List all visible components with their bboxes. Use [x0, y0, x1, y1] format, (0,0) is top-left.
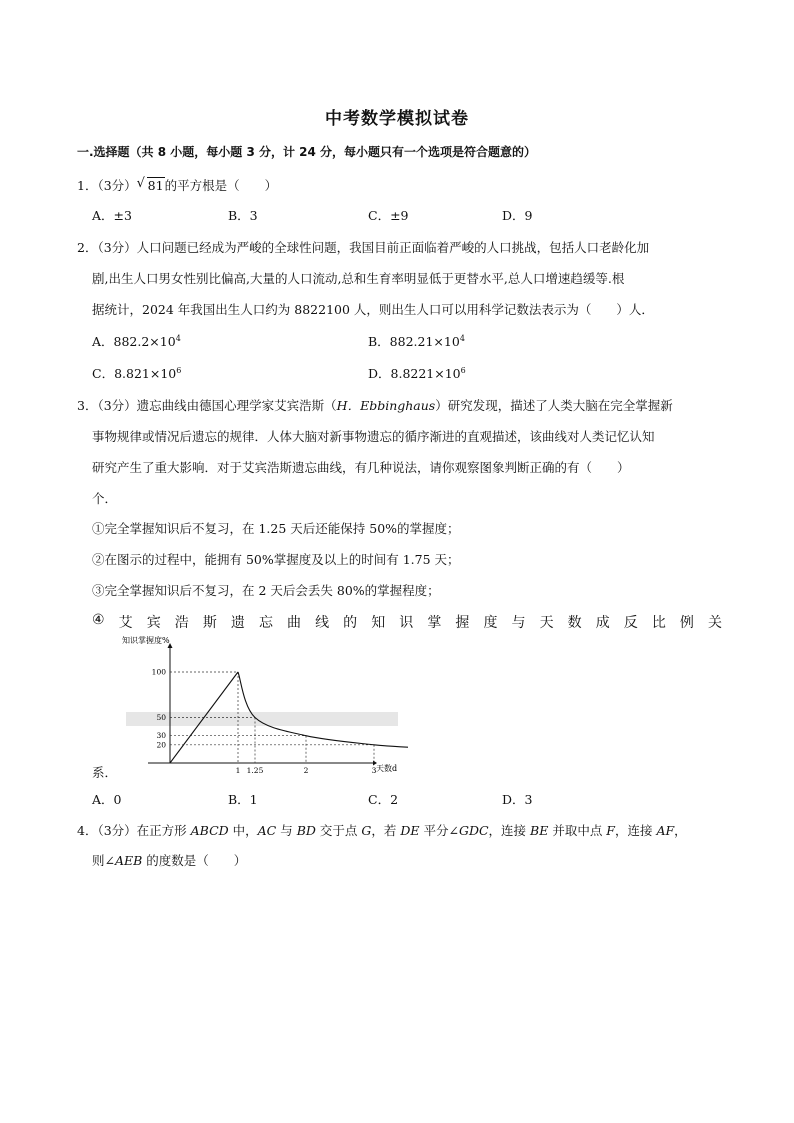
q1-option-b: B．3 [228, 208, 258, 223]
q3-option-d: D．3 [502, 792, 533, 807]
statement-4-char: 遗 [230, 615, 245, 631]
statement-4-char: 宾 [146, 615, 161, 631]
q2-option-c-exp: 6 [176, 366, 182, 375]
q2-option-d [368, 364, 466, 382]
q4-var-de: DE [400, 823, 420, 838]
q4-text-12: 的度数是（ ） [142, 853, 247, 868]
q2-option-d-base: D．8.8221×10 [368, 366, 461, 381]
q2-line-3: 据统计，2024 年我国出生人口约为 8822100 人，则出生人口可以用科学记数法表示为（ ）人． [92, 302, 654, 317]
x-tick-label: 1 [235, 766, 241, 775]
statement-4-char: 反 [623, 615, 638, 631]
x-tick-label: 3 [371, 766, 377, 775]
q3-option-b: B．1 [228, 792, 258, 807]
statement-4-char: 浩 [174, 615, 189, 631]
q2-option-b-base: B．882.21×10 [368, 334, 460, 349]
y-tick-label: 50 [156, 713, 166, 722]
q3-option-a: A．0 [92, 792, 122, 807]
radical-icon: √ [136, 176, 145, 191]
q4-text-11: 则∠ [92, 853, 115, 868]
page-title: 中考数学模拟试卷 [325, 109, 469, 129]
q4-text-7: ，连接 [488, 823, 531, 838]
q4-var-ac: AC [257, 823, 277, 838]
q3-line-1-a: 3．（3分）遗忘曲线由德国心理学家艾宾浩斯（ [77, 398, 337, 413]
q3-line-1-c: ）研究发现，描述了人类大脑在完全掌握新 [435, 398, 673, 413]
q4-text-6: 平分∠ [419, 823, 459, 838]
y-axis-label: 知识掌握度% [122, 636, 170, 645]
q4-var-bd: BD [296, 823, 316, 838]
q4-var-be: BE [530, 823, 549, 838]
statement-4-char: 艾 [118, 615, 133, 631]
q1-prefix: 1．（3分） [77, 178, 137, 193]
q3-line-1 [77, 396, 673, 414]
statement-4-char: 知 [371, 615, 386, 631]
q3-line-2: 事物规律或情况后遗忘的规律．人体大脑对新事物遗忘的循序渐进的直观描述，该曲线对人类记忆认知 [92, 429, 655, 444]
q2-line-2: 剧,出生人口男女性别比偏高,大量的人口流动,总和生育率明显低于更替水平,总人口增速趋缓等.根 [92, 271, 625, 286]
curve-decay-segment [238, 672, 408, 748]
statement-4-char: 成 [595, 615, 610, 631]
statement-4-char: 例 [679, 615, 694, 631]
q2-option-d-exp: 6 [460, 366, 466, 375]
q3-statement-3: ③完全掌握知识后不复习，在 2 天后会丢失 80%的掌握程度； [92, 583, 440, 598]
chart-shade-band [126, 712, 398, 726]
statement-4-char: 的 [343, 615, 358, 631]
q4-text-4: 交于点 [315, 823, 362, 838]
q4-line-1 [77, 821, 687, 839]
q3-statement-4-end: 系． [92, 765, 118, 780]
q1-option-a: A．±3 [92, 208, 132, 223]
q3-statement-1: ①完全掌握知识后不复习，在 1.25 天后还能保持 50%的掌握度； [92, 521, 460, 536]
q2-option-a-exp: 4 [175, 334, 181, 343]
q4-line-2 [92, 851, 246, 869]
statement-4-char: 斯 [202, 615, 217, 631]
statement-4-char: 比 [651, 615, 666, 631]
q2-option-c-base: C．8.821×10 [92, 366, 177, 381]
q1-option-c: C．±9 [368, 208, 409, 223]
statement-4-char: 掌 [427, 615, 442, 631]
question-1 [77, 176, 277, 194]
statement-4-char: 数 [567, 615, 582, 631]
y-tick-label: 20 [156, 740, 166, 750]
q4-var-f: F [606, 823, 615, 838]
x-tick-label: 2 [303, 766, 309, 775]
q4-text-2: 中， [228, 823, 258, 838]
x-axis-label: 天数d [376, 764, 398, 773]
q4-text-5: ，若 [371, 823, 401, 838]
sqrt-expression [137, 178, 165, 193]
x-tick-label: 1.25 [246, 766, 264, 775]
section-heading: 一.选择题（共 8 小题，每小题 3 分，计 24 分，每小题只有一个选项是符合题意的） [77, 145, 537, 159]
q4-text-9: ，连接 [614, 823, 657, 838]
q1-option-d: D．9 [502, 208, 533, 223]
statement-4-char: 线 [315, 615, 330, 631]
q4-text-8: 并取中点 [548, 823, 607, 838]
statement-4-char: 度 [483, 615, 498, 631]
statement-4-char: 握 [455, 615, 470, 631]
statement-4-char: 天 [539, 615, 554, 631]
forgetting-curve-chart [118, 632, 408, 780]
statement-4-char: 与 [511, 615, 526, 631]
y-tick-label: 30 [156, 731, 166, 741]
q3-statement-2: ②在图示的过程中，能拥有 50%掌握度及以上的时间有 1.75 天； [92, 552, 460, 567]
q2-option-a [92, 332, 181, 350]
q4-var-aeb: AEB [114, 853, 143, 868]
q2-option-b-exp: 4 [459, 334, 465, 343]
q4-text-3: 与 [276, 823, 297, 838]
q4-var-abcd: ABCD [190, 823, 229, 838]
statement-4-char: 曲 [287, 615, 301, 631]
q3-line-3: 研究产生了重大影响．对于艾宾浩斯遗忘曲线，有几种说法，请你观察图象判断正确的有（ ） [92, 460, 630, 475]
q1-suffix: 的平方根是（ ） [164, 178, 278, 193]
q3-option-c: C．2 [368, 792, 399, 807]
q4-var-af: AF [656, 823, 675, 838]
y-tick-label: 100 [151, 667, 166, 677]
q4-text-1: 4．（3分）在正方形 [77, 823, 191, 838]
q2-option-b [368, 332, 465, 350]
q4-text-10: ， [674, 823, 687, 838]
statement-4-char: 关 [707, 615, 722, 631]
q2-option-c [92, 364, 181, 382]
statement-4-char: 识 [399, 615, 414, 631]
q3-statement-4 [92, 612, 722, 632]
q1-radicand: 81 [147, 178, 164, 193]
q4-var-g: G [361, 823, 372, 838]
q2-option-a-base: A．882.2×10 [92, 334, 176, 349]
q2-line-1: 2．（3分）人口问题已经成为严峻的全球性问题，我国目前正面临着严峻的人口挑战，包括人口老龄化加 [77, 240, 650, 255]
statement-4-char: 忘 [258, 615, 273, 631]
q4-var-gdc: GDC [458, 823, 489, 838]
q3-line-1-name: H．Ebbinghaus [336, 398, 436, 413]
statement-4-char: ④ [92, 612, 105, 628]
q3-line-4: 个． [92, 491, 118, 506]
